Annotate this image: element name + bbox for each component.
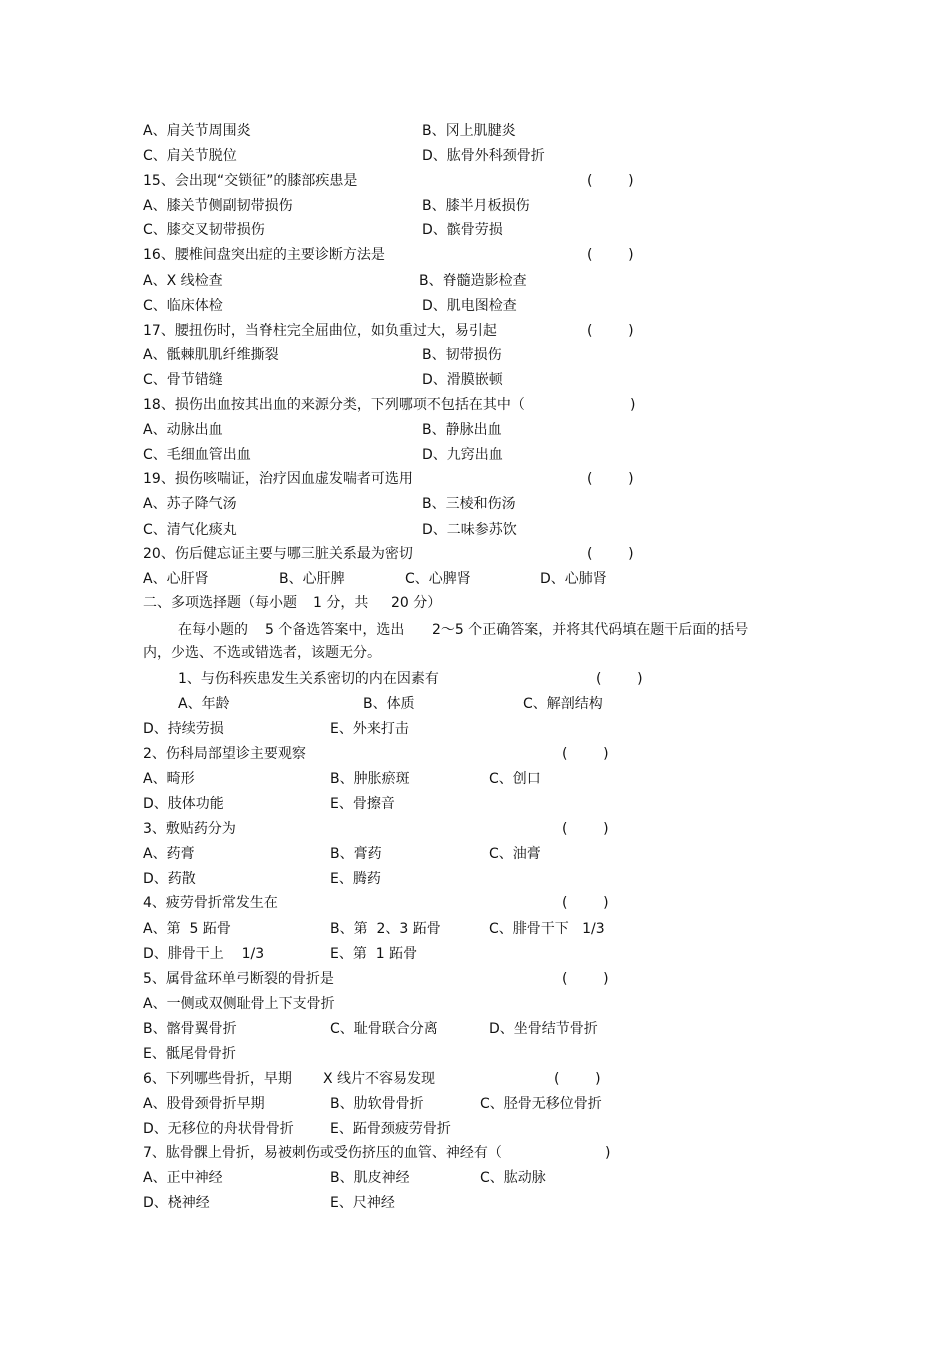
option-a: A、正中神经	[143, 1170, 223, 1186]
option-a: A、肩关节周围炎	[143, 123, 251, 139]
multi-question-2	[143, 744, 609, 764]
option-c: C、清气化痰丸	[143, 522, 237, 538]
question-text: 18、损伤出血按其出血的来源分类，下列哪项不包括在其中（	[143, 397, 525, 413]
multi-question-2-option-row-1	[143, 769, 541, 789]
question-15-option-row-2	[143, 220, 503, 240]
option-a: A、畸形	[143, 771, 195, 787]
option-c: C、肱动脉	[480, 1170, 546, 1186]
option-e: E、跖骨颈疲劳骨折	[330, 1121, 451, 1137]
section-heading-multiple-choice	[143, 593, 442, 613]
option-c: C、解剖结构	[523, 696, 603, 712]
multi-question-4-option-row-2	[143, 944, 418, 964]
question-text-part-1: 6、下列哪些骨折，早期	[143, 1071, 292, 1087]
instructions-part-4: 内，少选、不选或错选者，该题无分。	[143, 645, 381, 661]
question-text: 4、疲劳骨折常发生在	[143, 895, 278, 911]
option-a: A、苏子降气汤	[143, 496, 237, 512]
option-d: D、九窍出血	[422, 447, 503, 463]
answer-bracket-close: )	[630, 397, 636, 413]
multi-question-7	[143, 1143, 611, 1163]
multi-question-7-option-row-2	[143, 1193, 395, 1213]
question-19-option-row-2	[143, 520, 517, 540]
instructions-line-1	[143, 620, 749, 640]
multi-question-6-option-row-1	[143, 1094, 602, 1114]
option-d: D、肢体功能	[143, 796, 224, 812]
answer-bracket-close: )	[605, 1145, 611, 1161]
multi-question-3-option-row-1	[143, 844, 541, 864]
question-14-option-row-1	[143, 121, 516, 141]
option-d: D、药散	[143, 871, 196, 887]
option-a: A、动脉出血	[143, 422, 223, 438]
multi-question-4	[143, 893, 609, 913]
answer-bracket: ( )	[587, 173, 634, 189]
instructions-part-2: 5 个备选答案中，选出	[265, 622, 405, 638]
question-text: 2、伤科局部望诊主要观察	[143, 746, 306, 762]
heading-part-2: 1 分，共	[313, 595, 369, 611]
option-a: A、第 5 跖骨	[143, 921, 231, 937]
answer-bracket: ( )	[562, 895, 609, 911]
option-c: C、油膏	[489, 846, 541, 862]
option-a: A、药膏	[143, 846, 195, 862]
question-text: 17、腰扭伤时，当脊柱完全屈曲位，如负重过大，易引起	[143, 323, 497, 339]
option-d: D、滑膜嵌顿	[422, 372, 503, 388]
option-c: C、胫骨无移位骨折	[480, 1096, 602, 1112]
question-17	[143, 321, 634, 341]
option-a: A、X 线检查	[143, 273, 223, 289]
option-d: D、坐骨结节骨折	[489, 1021, 598, 1037]
multi-question-1-option-row-2	[143, 719, 409, 739]
option-a: A、股骨颈骨折早期	[143, 1096, 265, 1112]
option-d: D、桡神经	[143, 1195, 210, 1211]
option-b: B、冈上肌腱炎	[422, 123, 516, 139]
option-d: D、肌电图检查	[422, 298, 517, 314]
question-text: 15、会出现“交锁征”的膝部疾患是	[143, 173, 358, 189]
option-b: B、第 2、3 跖骨	[330, 921, 441, 937]
option-c: C、膝交叉韧带损伤	[143, 222, 265, 238]
option-a: A、年龄	[178, 696, 230, 712]
option-b: B、髂骨翼骨折	[143, 1021, 237, 1037]
multi-question-5-option-row-1	[143, 994, 335, 1014]
option-b: B、肌皮神经	[330, 1170, 410, 1186]
question-16	[143, 245, 634, 265]
answer-bracket: ( )	[562, 821, 609, 837]
option-c: C、心脾肾	[405, 571, 471, 587]
option-d: D、肱骨外科颈骨折	[422, 148, 545, 164]
answer-bracket: ( )	[587, 247, 634, 263]
heading-part-1: 二、多项选择题（每小题	[143, 595, 297, 611]
question-text: 3、敷贴药分为	[143, 821, 236, 837]
multi-question-7-option-row-1	[143, 1168, 546, 1188]
option-c: C、临床体检	[143, 298, 223, 314]
multi-question-3-option-row-2	[143, 869, 381, 889]
question-18	[143, 395, 636, 415]
option-e: E、骶尾骨骨折	[143, 1046, 236, 1062]
option-c: C、耻骨联合分离	[330, 1021, 438, 1037]
option-d: D、心肺肾	[540, 571, 607, 587]
option-d: D、无移位的舟状骨骨折	[143, 1121, 294, 1137]
answer-bracket: ( )	[562, 971, 609, 987]
question-15	[143, 171, 634, 191]
option-d: D、腓骨干上 1/3	[143, 946, 265, 962]
multi-question-1-option-row-1	[143, 694, 603, 714]
answer-bracket: ( )	[562, 746, 609, 762]
answer-bracket: ( )	[596, 671, 643, 687]
instructions-line-2	[143, 643, 381, 663]
option-c: C、肩关节脱位	[143, 148, 237, 164]
option-e: E、腾药	[330, 871, 381, 887]
answer-bracket: ( )	[554, 1071, 601, 1087]
question-text: 19、损伤咳喘证，治疗因血虚发喘者可选用	[143, 471, 413, 487]
question-text-part-2: X 线片不容易发现	[323, 1071, 436, 1087]
option-b: B、体质	[363, 696, 415, 712]
question-17-option-row-2	[143, 370, 503, 390]
option-c: C、腓骨干下 1/3	[489, 921, 605, 937]
option-b: B、脊髓造影检查	[419, 273, 527, 289]
question-17-option-row-1	[143, 345, 502, 365]
question-20	[143, 544, 634, 564]
option-c: C、骨节错缝	[143, 372, 223, 388]
multi-question-4-option-row-1	[143, 919, 605, 939]
option-b: B、三棱和伤汤	[422, 496, 516, 512]
option-b: B、膏药	[330, 846, 382, 862]
option-d: D、髌骨劳损	[422, 222, 503, 238]
question-15-option-row-1	[143, 196, 530, 216]
question-19	[143, 469, 634, 489]
option-b: B、静脉出血	[422, 422, 502, 438]
option-a: A、骶棘肌肌纤维撕裂	[143, 347, 279, 363]
heading-part-3: 20 分）	[391, 595, 442, 611]
option-c: C、毛细血管出血	[143, 447, 251, 463]
question-text: 16、腰椎间盘突出症的主要诊断方法是	[143, 247, 385, 263]
answer-bracket: ( )	[587, 323, 634, 339]
question-16-option-row-2	[143, 296, 517, 316]
question-text: 1、与伤科疾患发生关系密切的内在因素有	[178, 671, 439, 687]
option-d: D、持续劳损	[143, 721, 224, 737]
question-text: 7、肱骨髁上骨折，易被刺伤或受伤挤压的血管、神经有（	[143, 1145, 502, 1161]
option-d: D、二味参苏饮	[422, 522, 517, 538]
option-a: A、一侧或双侧耻骨上下支骨折	[143, 996, 335, 1012]
multi-question-2-option-row-2	[143, 794, 395, 814]
multi-question-5	[143, 969, 609, 989]
option-b: B、韧带损伤	[422, 347, 502, 363]
option-e: E、骨擦音	[330, 796, 395, 812]
answer-bracket: ( )	[587, 546, 634, 562]
option-b: B、膝半月板损伤	[422, 198, 530, 214]
option-b: B、肿胀瘀斑	[330, 771, 410, 787]
question-text: 20、伤后健忘证主要与哪三脏关系最为密切	[143, 546, 413, 562]
multi-question-6	[143, 1069, 601, 1089]
option-b: B、心肝脾	[279, 571, 345, 587]
option-c: C、创口	[489, 771, 541, 787]
question-18-option-row-1	[143, 420, 502, 440]
question-14-option-row-2	[143, 146, 545, 166]
multi-question-5-option-row-2	[143, 1019, 598, 1039]
answer-bracket: ( )	[587, 471, 634, 487]
multi-question-6-option-row-2	[143, 1119, 451, 1139]
option-e: E、外来打击	[330, 721, 409, 737]
question-text: 5、属骨盆环单弓断裂的骨折是	[143, 971, 334, 987]
instructions-part-3: 2～5 个正确答案，并将其代码填在题干后面的括号	[432, 622, 749, 638]
instructions-part-1: 在每小题的	[178, 622, 248, 638]
option-e: E、尺神经	[330, 1195, 395, 1211]
multi-question-5-option-row-3	[143, 1044, 236, 1064]
question-16-option-row-1	[143, 271, 527, 291]
question-18-option-row-2	[143, 445, 503, 465]
option-a: A、心肝肾	[143, 571, 209, 587]
multi-question-1	[143, 669, 643, 689]
multi-question-3	[143, 819, 609, 839]
question-19-option-row-1	[143, 494, 516, 514]
option-e: E、第 1 跖骨	[330, 946, 418, 962]
option-a: A、膝关节侧副韧带损伤	[143, 198, 293, 214]
option-b: B、肋软骨骨折	[330, 1096, 424, 1112]
question-20-option-row	[143, 569, 607, 589]
